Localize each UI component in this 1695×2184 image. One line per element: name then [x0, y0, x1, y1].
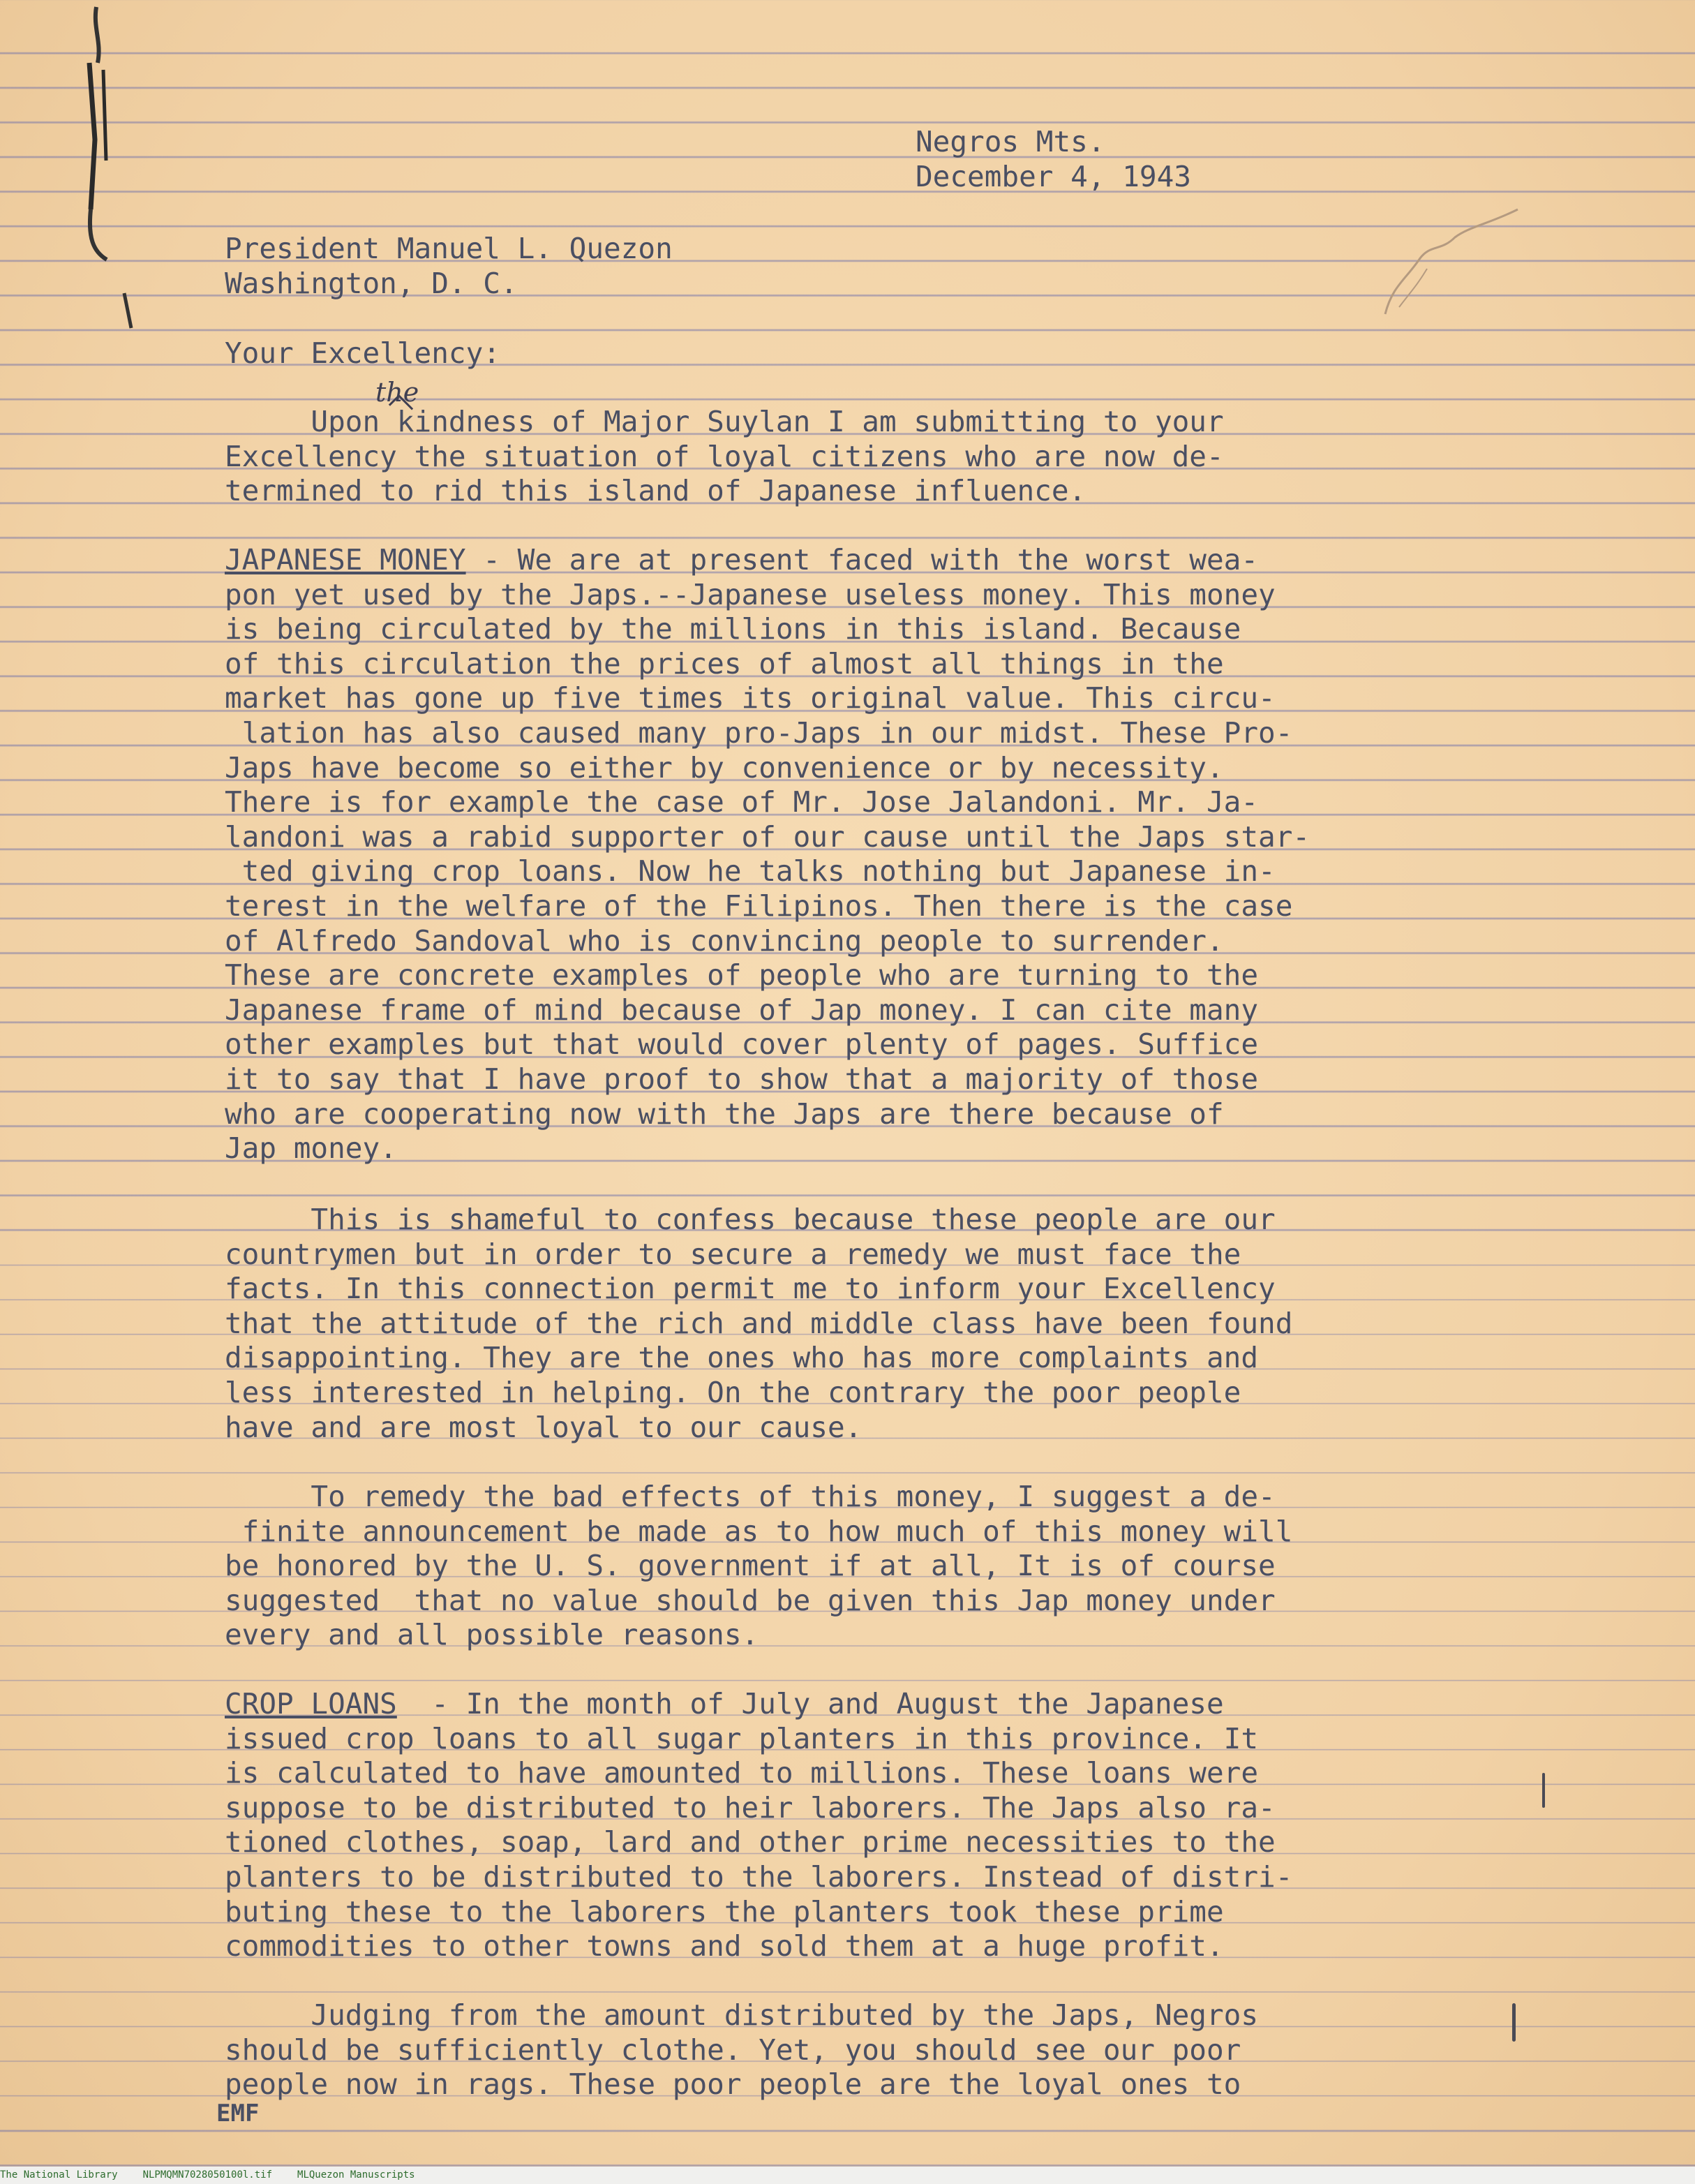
salutation: Your Excellency: — [225, 336, 500, 370]
place: Negros Mts. — [916, 125, 1105, 158]
section-heading-japanese-money: JAPANESE MONEY — [225, 543, 466, 577]
section-heading-crop-loans: CROP LOANS — [225, 1687, 397, 1721]
footer-collection: MLQuezon Manuscripts — [297, 2169, 415, 2181]
handwritten-insertion: the — [375, 377, 419, 408]
date: December 4, 1943 — [916, 159, 1191, 193]
dateline — [916, 125, 1191, 194]
margin-tick-mark — [1512, 2003, 1516, 2042]
pencil-bracket-mark — [75, 0, 173, 335]
archive-footer — [0, 2167, 1695, 2184]
recipient-name: President Manuel L. Quezon — [225, 232, 673, 265]
shameful-paragraph: This is shameful to confess because these people are our countrymen but in order to secure a remedy we must face the facts. In this connection permit me to inform your Excellency that the attitude of the rich and middle class have been found disappointing. They are the ones who has more complaints and less interested in helping. On the contrary the poor people have and are most loyal to our cause. — [225, 1203, 1293, 1444]
typist-initials: EMF — [216, 2100, 260, 2127]
judging-paragraph: Judging from the amount distributed by the Japs, Negros should be sufficiently clothe. Yet, you should see our poor people now in rags. These poor people are the loyal ones to — [225, 1998, 1259, 2102]
addressee-block — [225, 232, 673, 301]
margin-tick-mark — [1542, 1773, 1545, 1808]
crop-loans-section — [225, 1687, 1292, 1964]
pencil-margin-note — [1378, 202, 1532, 321]
footer-library: The National Library — [0, 2169, 118, 2181]
section-text-crop-loans: - In the month of July and August the Japanese issued crop loans to all sugar planters in this province. It is calculated to have amounted to millions. These loans were suppose to be distributed to heir laborers. The Japs also ra- tioned clothes, soap, lard and other prime necessities to the planters to be distributed to the laborers. Instead of distri- buting these to the laborers the planters took these prime commodities to other towns and sold them at a huge profit. — [225, 1687, 1293, 1963]
footer-file-id: NLPMQMN7028050100l.tif — [142, 2169, 273, 2181]
remedy-paragraph: To remedy the bad effects of this money, I suggest a de- finite announcement be made as to how much of this money will be honored by the U. S. government if at all, It is of course suggested that no value should be given this Jap money under every and all possible reasons. — [225, 1480, 1293, 1652]
recipient-city: Washington, D. C. — [225, 266, 518, 300]
japanese-money-section — [225, 543, 1310, 1166]
intro-paragraph: Upon kindness of Major Suylan I am submitting to your Excellency the situation of loyal citizens who are now de- termined to rid this island of Japanese influence. — [225, 405, 1224, 508]
section-text-japanese-money: - We are at present faced with the worst wea- pon yet used by the Japs.--Japanese useless money. This money is being circulated by the millions in this island. Because of this circulation the prices of almost all things in the market has gone up five times its original value. This circu- lation has also caused many pro-Japs in our midst. These Pro- Japs have become so either by convenience or by necessity. There is for example the case of Mr. Jose Jalandoni. Mr. Ja- landoni was a rabid supporter of our cause until the Japs star- ted giving crop loans. Now he talks nothing but Japanese in- terest in the welfare of the Filipinos. Then there is the case of Alfredo Sandoval who is convincing people to surrender. These are concrete examples of people who are turning to the Japanese frame of mind because of Jap money. I can cite many other examples but that would cover plenty of pages. Suffice it to say that I have proof to show that a majority of those who are cooperating now with the Japs are there because of Jap money. — [225, 543, 1311, 1166]
